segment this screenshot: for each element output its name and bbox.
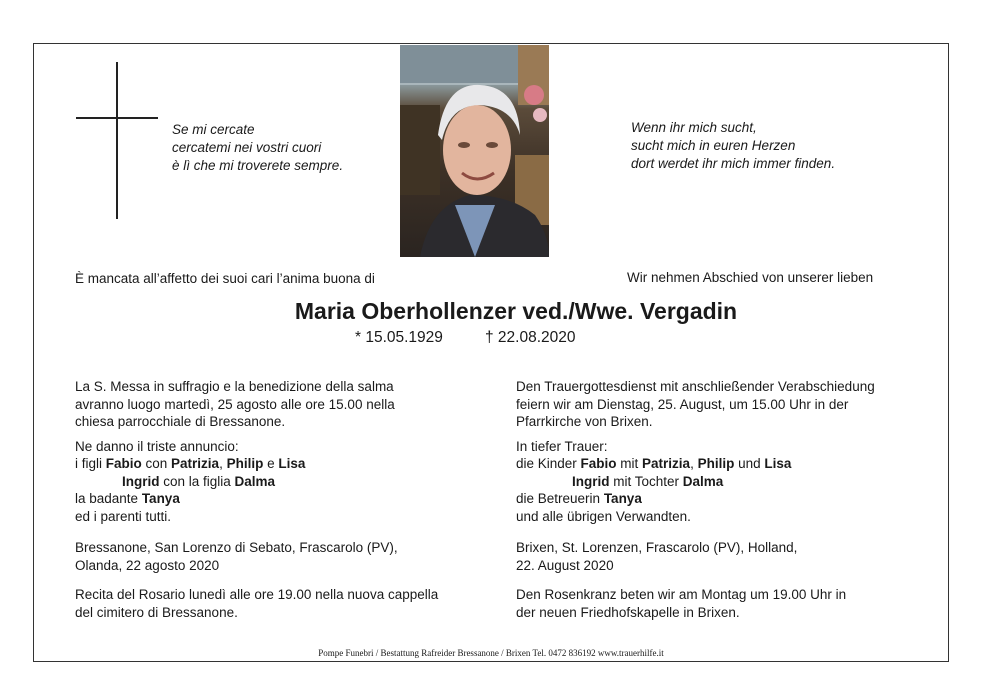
death-date: † 22.08.2020 <box>485 329 576 346</box>
intro-italian: È mancata all’affetto dei suoi cari l’anima buona di <box>75 271 375 286</box>
place-date-italian: Bressanone, San Lorenzo di Sebato, Frascarolo (PV), Olanda, 22 agosto 2020 <box>75 540 398 573</box>
column-italian <box>75 378 438 628</box>
mass-info-german: Den Trauergottesdienst mit anschließender Verabschiedung feiern wir am Dienstag, 25. August, um 15.00 Uhr in der Pfarrkirche von Brixen. <box>516 379 875 429</box>
cross-icon-vertical <box>116 62 118 219</box>
rosary-italian: Recita del Rosario lunedì alle ore 19.00 nella nuova cappella del cimitero di Bressanone. <box>75 587 439 620</box>
funeral-home-footer: Pompe Funebri / Bestattung Rafreider Bressanone / Brixen Tel. 0472 836192 www.trauerhilfe.it <box>318 648 664 658</box>
deceased-name: Maria Oberhollenzer ved./Wwe. Vergadin <box>294 298 738 324</box>
mourners-german: In tiefer Trauer: die Kinder Fabio mit Patrizia, Philip und Lisa Ingrid mit Tochter Dalma die Betreuerin Tanya und alle übrigen Verwandten. <box>516 438 792 524</box>
rosary-german: Den Rosenkranz beten wir am Montag um 19.00 Uhr in der neuen Friedhofskapelle in Brixen. <box>516 587 847 620</box>
cross-icon-horizontal <box>76 117 158 119</box>
portrait-photo-drawing <box>400 45 549 257</box>
mourners-italian: Ne danno il triste annuncio: i figli Fabio con Patrizia, Philip e Lisa Ingrid con la figlia Dalma la badante Tanya ed i parenti tutti. <box>75 438 306 524</box>
place-date-german: Brixen, St. Lorenzen, Frascarolo (PV), Holland, 22. August 2020 <box>516 540 798 573</box>
quote-italian: Se mi cercate cercatemi nei vostri cuori è lì che mi troverete sempre. <box>172 122 344 173</box>
birth-date: * 15.05.1929 <box>355 329 443 346</box>
intro-german: Wir nehmen Abschied von unserer lieben <box>627 270 874 285</box>
column-german <box>516 378 875 628</box>
portrait-photo <box>400 45 549 257</box>
mass-info-italian: La S. Messa in suffragio e la benedizione della salma avranno luogo martedì, 25 agosto alle ore 15.00 nella chiesa parrocchiale di Bressanone. <box>75 379 395 429</box>
quote-german: Wenn ihr mich sucht, sucht mich in euren Herzen dort werdet ihr mich immer finden. <box>631 120 836 171</box>
